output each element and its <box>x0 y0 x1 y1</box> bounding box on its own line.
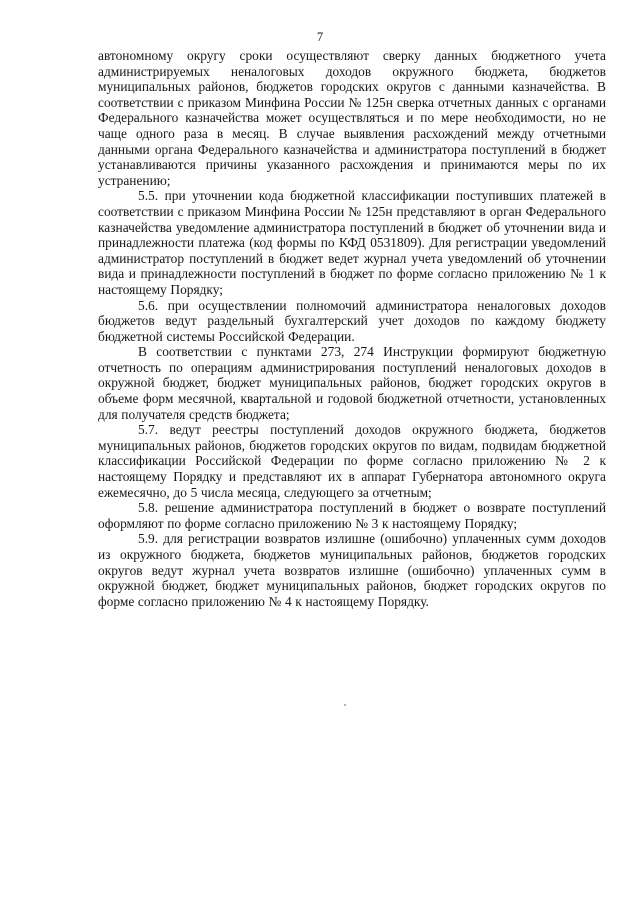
paragraph-5-5: 5.5. при уточнении кода бюджетной классификации поступивших платежей в соответствии с приказом Минфина России № 125н представляют в орган Федерального казначейства уведомление администратора поступлений в бюджет об уточнении вида и принадлежности платежа (код формы по КФД 0531809). Для регистрации уведомлений администратор поступлений в бюджет ведет журнал учета уведомлений об уточнении вида и принадлежности поступлений в бюджет по форме согласно приложению № 1 к настоящему Порядку; <box>98 188 606 297</box>
paragraph-5-6: 5.6. при осуществлении полномочий администратора неналоговых доходов бюджетов ведут раздельный бухгалтерский учет доходов по каждому бюджету бюджетной системы Российской Федерации. <box>98 297 606 344</box>
page-number: 7 <box>316 30 324 44</box>
paragraph-5-8: 5.8. решение администратора поступлений в бюджет о возврате поступлений оформляют по форме согласно приложению № 3 к настоящему Порядку; <box>98 500 606 531</box>
body-text <box>98 48 606 609</box>
paragraph-continuation: автономному округу сроки осуществляют сверку данных бюджетного учета администрируемых неналоговых доходов окружного бюджета, бюджетов муниципальных районов, бюджетов городских округов с данными казначейства. В соответствии с приказом Минфина России № 125н сверка отчетных данных с органами Федерального казначейства может осуществляться и по мере необходимости, но не чаще одного раза в месяц. В случае выявления расхождений между отчетными данными органа Федерального казначейства и администратора поступлений в бюджет устанавливаются причины указанного расхождения и принимаются меры по их устранению; <box>98 48 606 188</box>
paragraph-reporting: В соответствии с пунктами 273, 274 Инструкции формируют бюджетную отчетность по операциям администрирования поступлений неналоговых доходов в окружной бюджет, бюджет муниципальных районов, бюджет городских округов в объеме форм месячной, квартальной и годовой бюджетной отчетности, установленных для получателя средств бюджета; <box>98 344 606 422</box>
scan-speck <box>344 704 346 706</box>
paragraph-5-9: 5.9. для регистрации возвратов излишне (ошибочно) уплаченных сумм доходов из окружного бюджета, бюджетов муниципальных районов, бюджетов городских округов ведут журнал учета возвратов излишне (ошибочно) уплаченных сумм в окружной бюджет, бюджет муниципальных районов, бюджет городских округов по форме согласно приложению № 4 к настоящему Порядку. <box>98 531 606 609</box>
paragraph-5-7: 5.7. ведут реестры поступлений доходов окружного бюджета, бюджетов муниципальных районов, бюджетов городских округов по видам, подвидам бюджетной классификации Российской Федерации по форме согласно приложению № 2 к настоящему Порядку и представляют их в аппарат Губернатора автономного округа ежемесячно, до 5 числа месяца, следующего за отчетным; <box>98 422 606 500</box>
